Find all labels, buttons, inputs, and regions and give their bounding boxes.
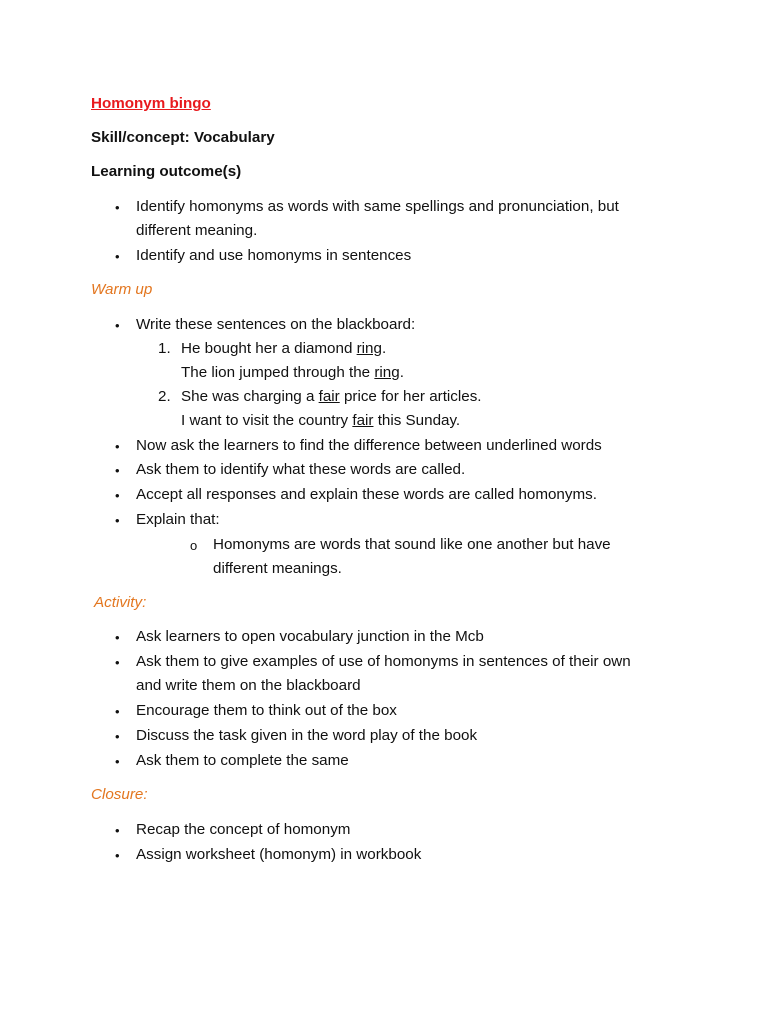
closure-item-1: Recap the concept of homonym <box>136 821 351 838</box>
underlined-word: ring <box>374 364 400 381</box>
activity-item-2-line-1: Ask them to give examples of use of homonyms in sentences of their own <box>136 653 631 670</box>
sentence-2a: She was charging a fair price for her articles. <box>181 388 482 405</box>
closure-item-2: Assign worksheet (homonym) in workbook <box>136 846 422 863</box>
activity-heading: Activity: <box>94 594 147 611</box>
bullet-icon: • <box>115 729 120 744</box>
bullet-icon: • <box>115 463 120 478</box>
warmup-item-2: Now ask the learners to find the difference between underlined words <box>136 437 602 454</box>
outcome-2: Identify and use homonyms in sentences <box>136 247 412 264</box>
sentence-1a: He bought her a diamond ring. <box>181 340 387 357</box>
warmup-item-3: Ask them to identify what these words are called. <box>136 461 466 478</box>
underlined-word: fair <box>318 388 340 405</box>
closure-heading: Closure: <box>91 786 148 803</box>
bullet-icon: • <box>115 754 120 769</box>
warmup-heading: Warm up <box>91 281 153 298</box>
warmup-item-5: Explain that: <box>136 511 220 528</box>
underlined-word: fair <box>352 412 374 429</box>
list-number-1: 1. <box>158 340 171 357</box>
sentence-2b: I want to visit the country fair this Sunday. <box>181 412 461 429</box>
bullet-icon: • <box>115 630 120 645</box>
list-number-2: 2. <box>158 388 171 405</box>
learning-outcomes-heading: Learning outcome(s) <box>91 163 242 180</box>
activity-item-3: Encourage them to think out of the box <box>136 702 397 719</box>
bullet-icon: • <box>115 318 120 333</box>
bullet-icon: • <box>115 704 120 719</box>
sentence-1b: The lion jumped through the ring. <box>181 364 404 381</box>
activity-item-1: Ask learners to open vocabulary junction in the Mcb <box>136 628 484 645</box>
outcome-1-line-1: Identify homonyms as words with same spellings and pronunciation, but <box>136 198 619 215</box>
bullet-icon: • <box>115 823 120 838</box>
circle-bullet-icon: o <box>190 538 198 553</box>
bullet-icon: • <box>115 655 120 670</box>
bullet-icon: • <box>115 848 120 863</box>
document-title: Homonym bingo <box>91 95 211 112</box>
bullet-icon: • <box>115 200 120 215</box>
activity-item-5: Ask them to complete the same <box>136 752 349 769</box>
activity-item-2-line-2: and write them on the blackboard <box>136 677 361 694</box>
warmup-item-4: Accept all responses and explain these words are called homonyms. <box>136 486 597 503</box>
bullet-icon: • <box>115 249 120 264</box>
warmup-sub-line-1: Homonyms are words that sound like one another but have <box>213 536 611 553</box>
outcome-1-line-2: different meaning. <box>136 222 258 239</box>
bullet-icon: • <box>115 439 120 454</box>
warmup-sub-line-2: different meanings. <box>213 560 342 577</box>
warmup-intro: Write these sentences on the blackboard: <box>136 316 416 333</box>
bullet-icon: • <box>115 513 120 528</box>
activity-item-4: Discuss the task given in the word play of the book <box>136 727 478 744</box>
bullet-icon: • <box>115 488 120 503</box>
underlined-word: ring <box>356 340 382 357</box>
skill-concept: Skill/concept: Vocabulary <box>91 129 275 146</box>
